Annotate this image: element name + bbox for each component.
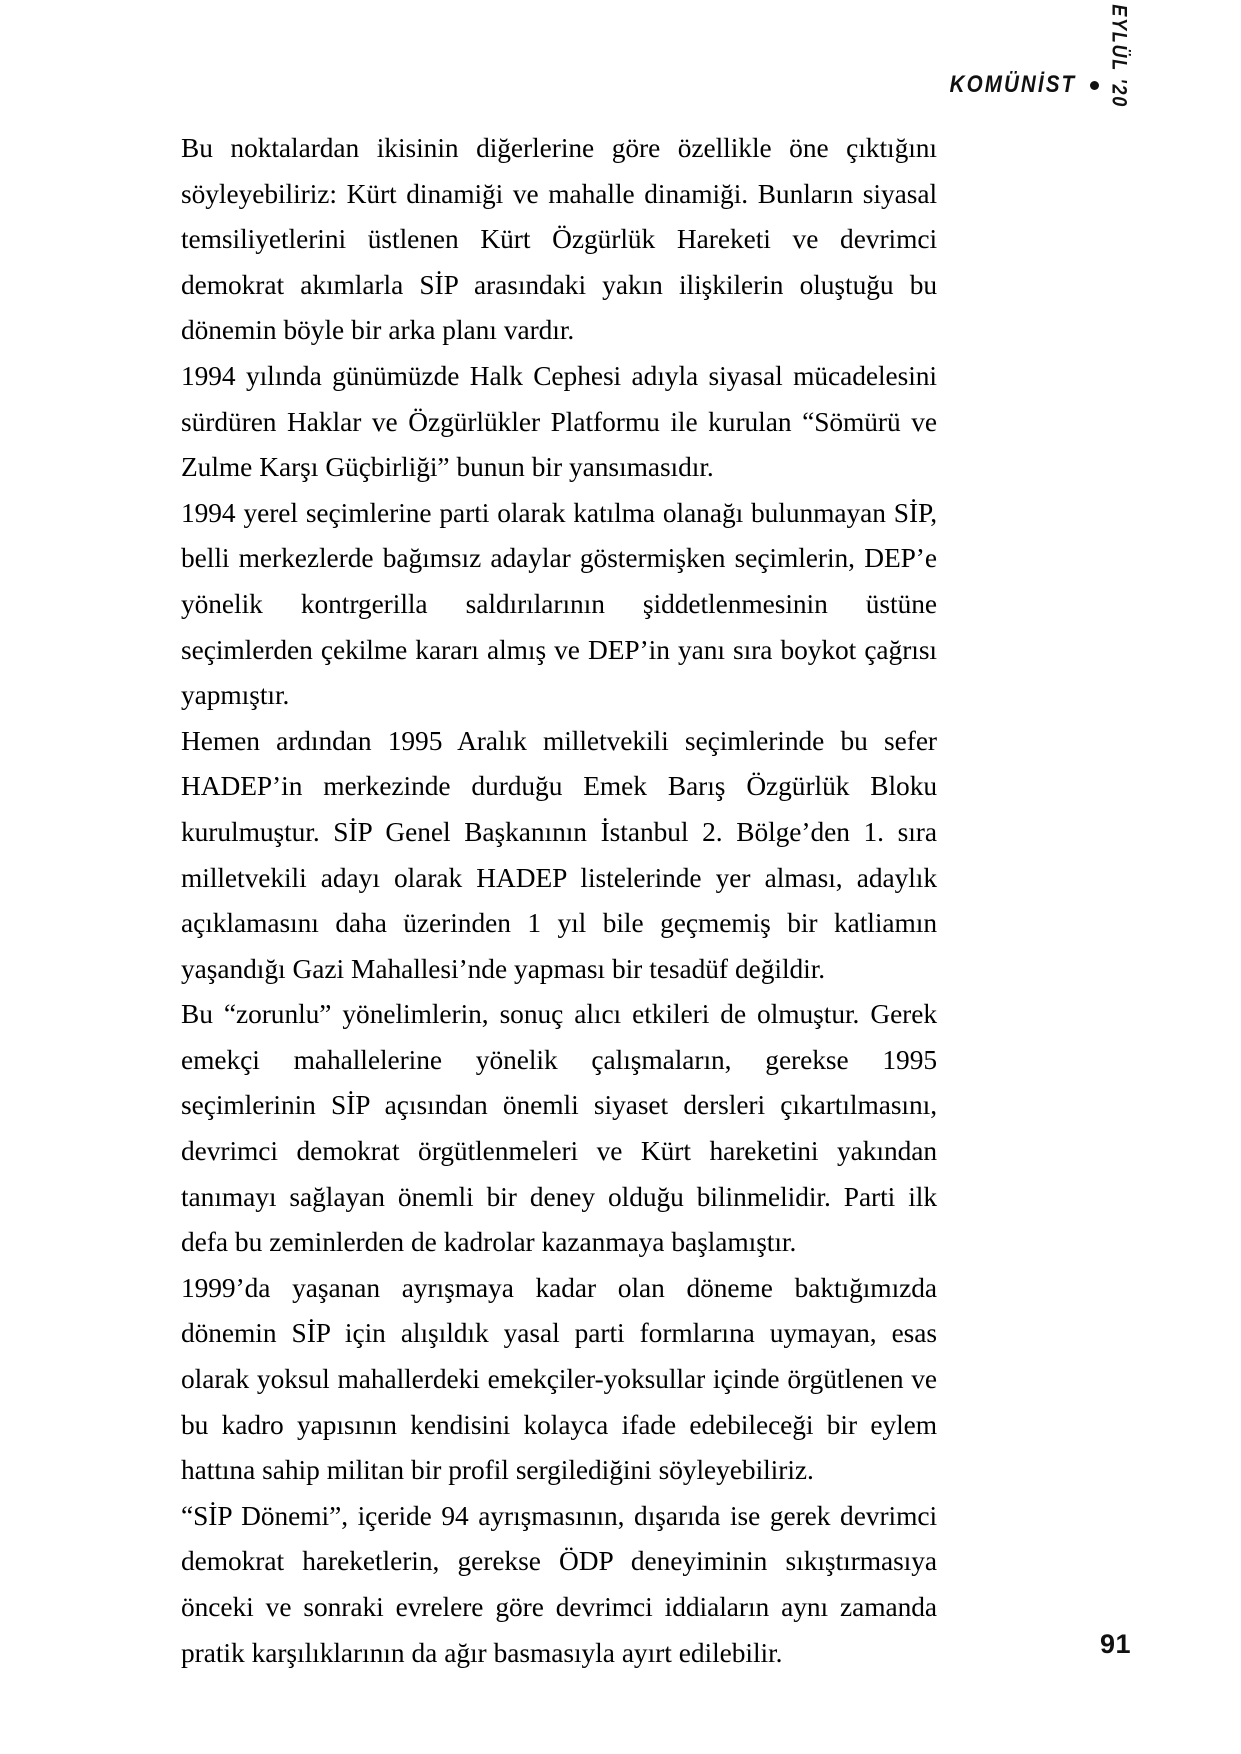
journal-title: KOMÜNİST [949, 71, 1076, 98]
issue-date-vertical: EYLÜL '20 [1108, 4, 1131, 108]
body-text-column [181, 126, 937, 1676]
paragraph: 1999’da yaşanan ayrışmaya kadar olan döneme baktığımızda dönemin SİP için alışıldık yasal parti formlarına uymayan, esas olarak yoksul mahallerdeki emekçiler-yoksullar içinde örgütlenen ve bu kadro yapısının kendisini kolayca ifade edebileceği bir eylem hattına sahip militan bir profil sergilediğini söyleyebiliriz. [181, 1272, 937, 1486]
paragraph: Bu noktalardan ikisinin diğerlerine göre özellikle öne çıktığını söyleyebiliriz: Kürt dinamiği ve mahalle dinamiği. Bunların siyasal temsiliyetlerini üstlenen Kürt Özgürlük Hareketi ve devrimci demokrat akımlarla SİP arasındaki yakın ilişkilerin oluştuğu bu dönemin böyle bir arka planı vardır. [181, 133, 937, 346]
paragraph: 1994 yılında günümüzde Halk Cephesi adıyla siyasal mücadelesini sürdüren Haklar ve Özgürlükler Platformu ile kurulan “Sömürü ve Zulme Karşı Güçbirliği” bunun bir yansımasıdır. [181, 360, 937, 483]
paragraph: Bu “zorunlu” yönelimlerin, sonuç alıcı etkileri de olmuştur. Gerek emekçi mahallelerine yönelik çalışmaların, gerekse 1995 seçimlerinin SİP açısından önemli siyaset dersleri çıkartılmasını, devrimci demokrat örgütlenmeleri ve Kürt hareketini yakından tanımayı sağlayan önemli bir deney olduğu bilinmelidir. Parti ilk defa bu zeminlerden de kadrolar kazanmaya başlamıştır. [181, 999, 937, 1258]
paragraph: “SİP Dönemi”, içeride 94 ayrışmasının, dışarıda ise gerek devrimci demokrat hareketlerin, gerekse ÖDP deneyiminin sıkıştırmasıya önceki ve sonraki evrelere göre devrimci iddiaların aynı zamanda pratik karşılıklarının da ağır basmasıyla ayırt edilebilir. [181, 1500, 937, 1668]
paragraph: 1994 yerel seçimlerine parti olarak katılma olanağı bulunmayan SİP, belli merkezlerde bağımsız adaylar göstermişken seçimlerin, DEP’e yönelik kontrgerilla saldırılarının şiddetlenmesinin üstüne seçimlerden çekilme kararı almış ve DEP’in yanı sıra boykot çağrısı yapmıştır. [181, 497, 937, 711]
bullet-dot-icon [1090, 81, 1099, 90]
paragraph: Hemen ardından 1995 Aralık milletvekili seçimlerinde bu sefer HADEP’in merkezinde durduğu Emek Barış Özgürlük Bloku kurulmuştur. SİP Genel Başkanının İstanbul 2. Bölge’den 1. sıra milletvekili adayı olarak HADEP listelerinde yer alması, adaylık açıklamasını daha üzerinden 1 yıl bile geçmemiş bir katliamın yaşandığı Gazi Mahallesi’nde yapması bir tesadüf değildir. [181, 725, 937, 984]
running-head [929, 68, 1099, 102]
page-number: 91 [1099, 1629, 1131, 1659]
